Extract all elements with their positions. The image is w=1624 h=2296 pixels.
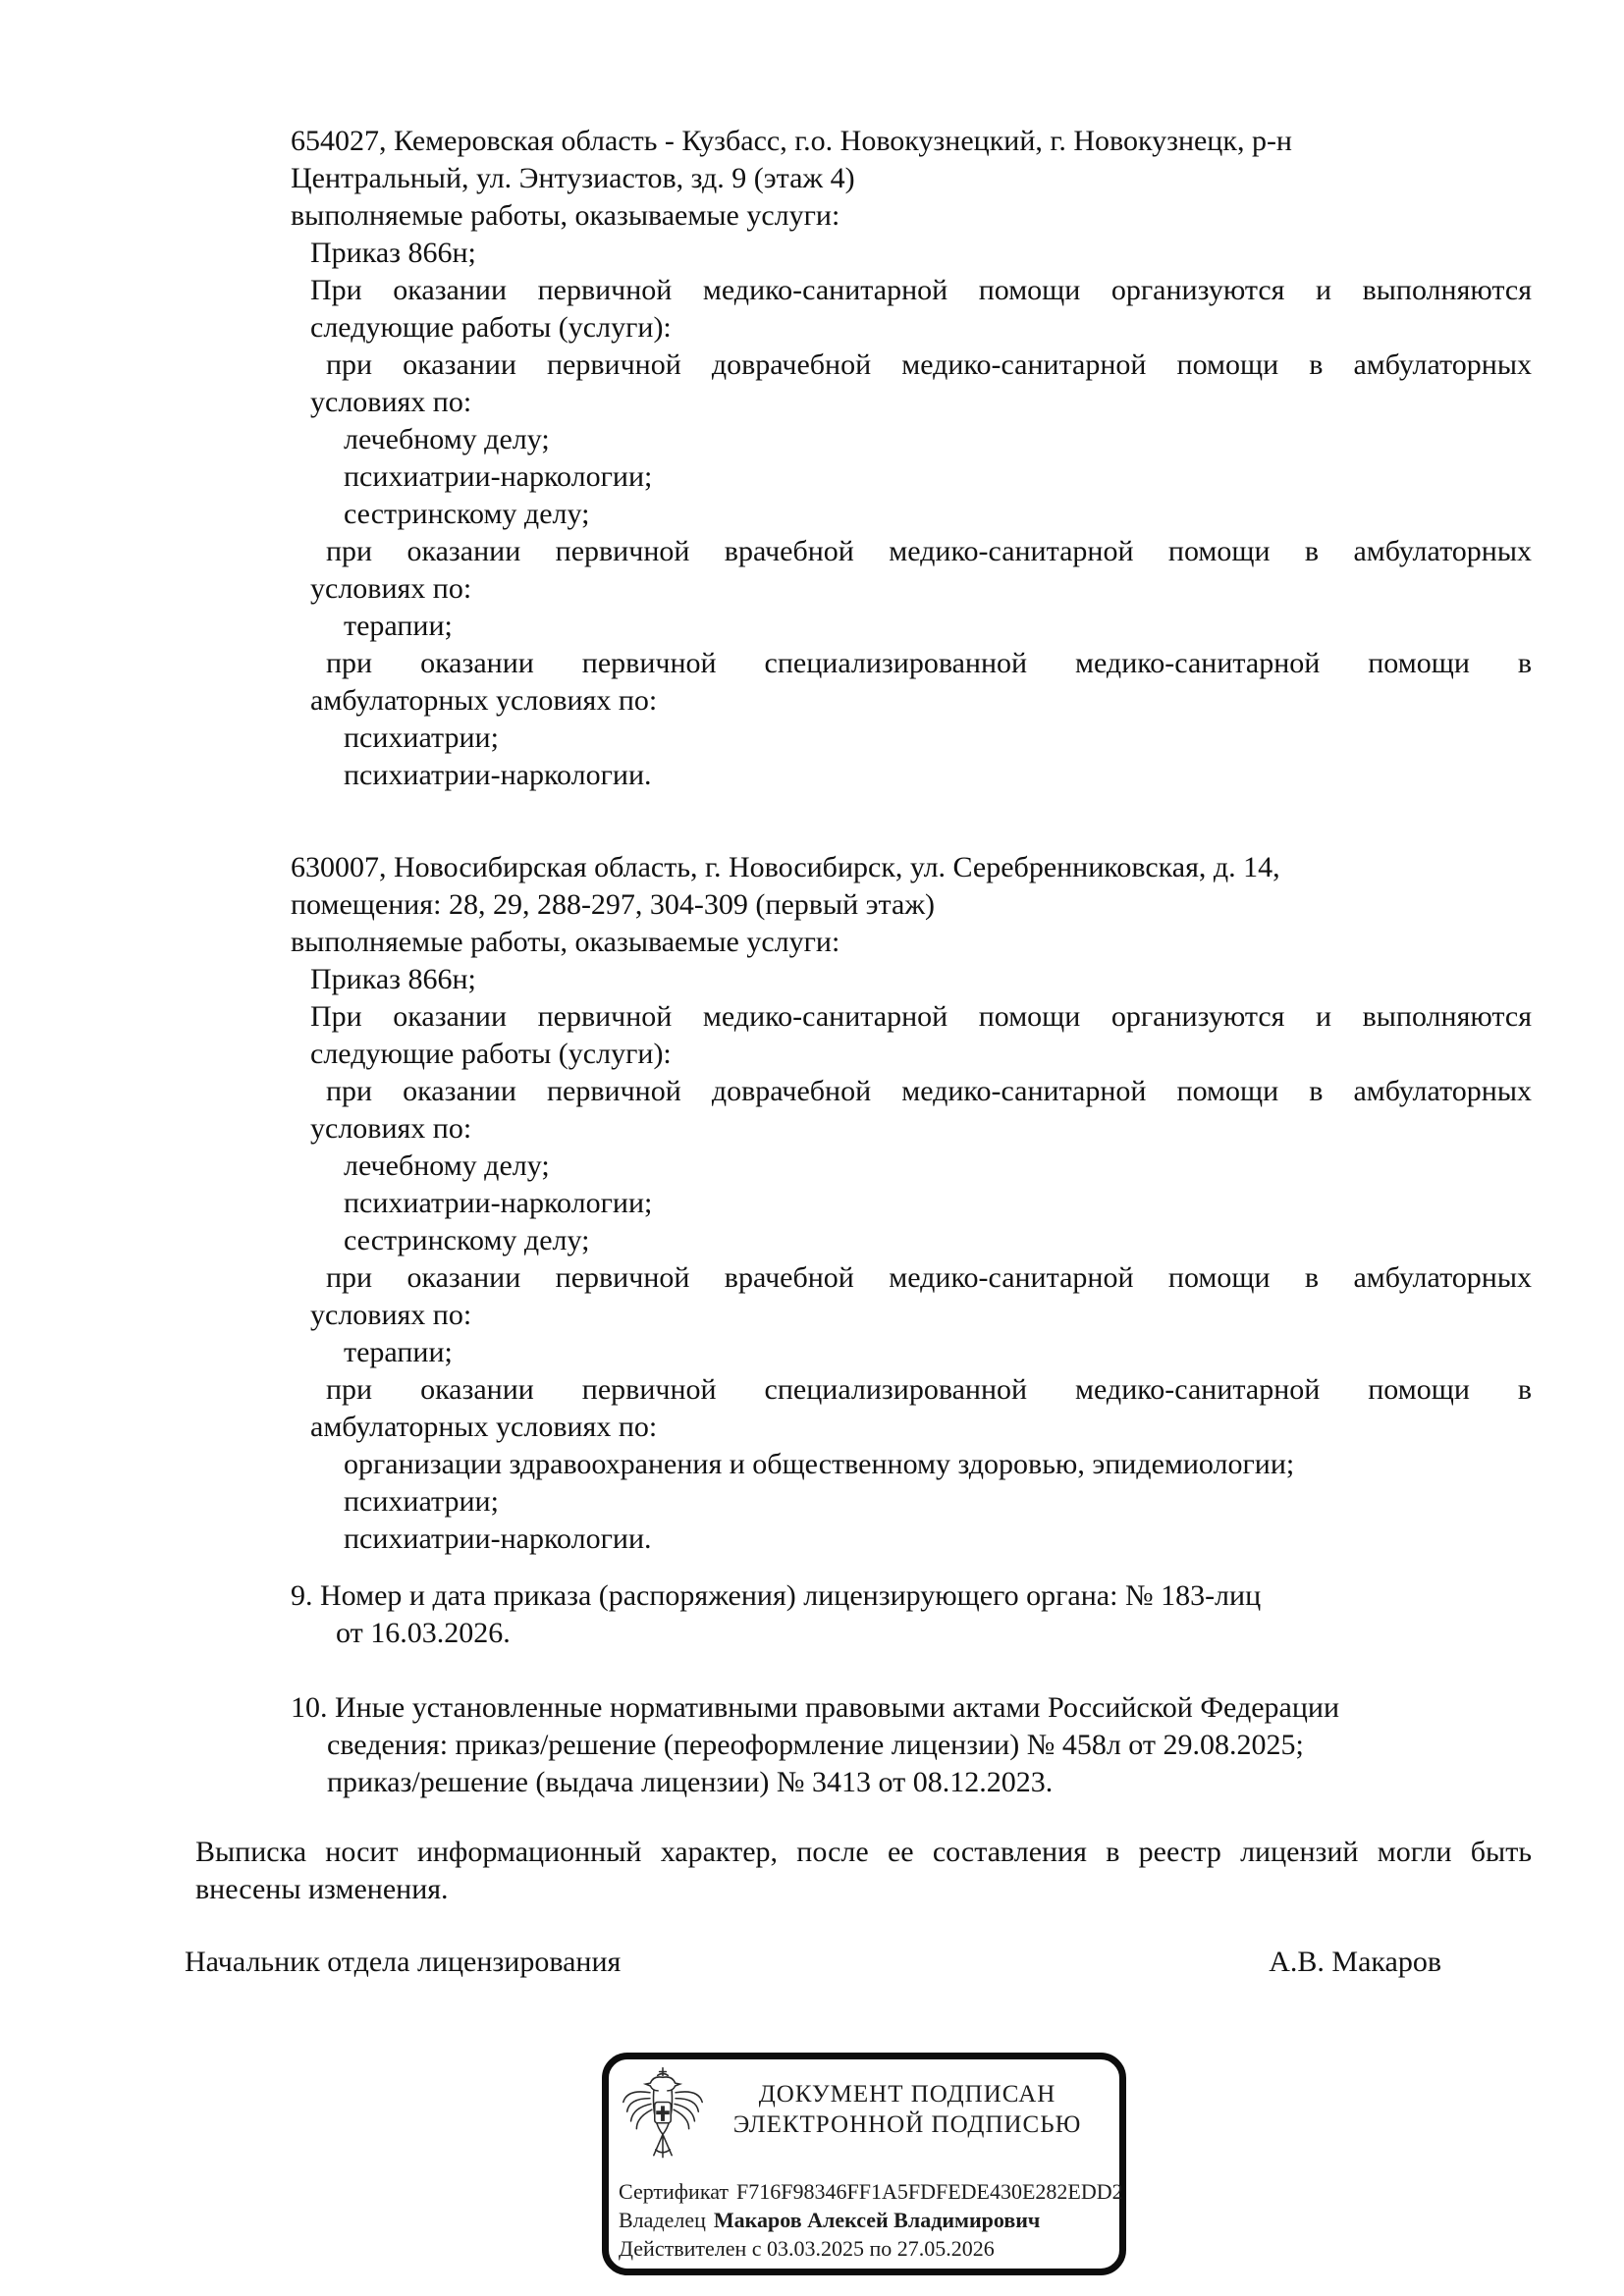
service-line: психиатрии-наркологии;	[344, 460, 653, 493]
address-line: 630007, Новосибирская область, г. Новосибирск, ул. Серебренниковская, д. 14,	[291, 851, 1280, 883]
text-line: 10. Иные установленные нормативными правовыми актами Российской Федерации	[291, 1691, 1340, 1724]
stamp-title	[711, 2079, 1104, 2140]
text-line: от 16.03.2026.	[336, 1617, 511, 1649]
disclaimer	[195, 1834, 1532, 1908]
address-line: 654027, Кемеровская область - Кузбасс, г.о. Новокузнецкий, г. Новокузнецк, р-н	[291, 125, 1292, 157]
text-line: сведения: приказ/решение (переоформление лицензии) № 458л от 29.08.2025;	[327, 1729, 1304, 1761]
service-line: лечебному делу;	[344, 423, 550, 455]
service-line: сестринскому делу;	[344, 1224, 590, 1256]
service-line: психиатрии-наркологии.	[344, 1522, 652, 1555]
text-line: следующие работы (услуги):	[310, 1038, 672, 1070]
text-line: 9. Номер и дата приказа (распоряжения) лицензирующего органа: № 183-лиц	[291, 1579, 1262, 1612]
certificate-label: Сертификат	[619, 2179, 729, 2204]
text-line: при оказании первичной специализированной медико-санитарной помощи в	[326, 1373, 1532, 1406]
text-line: при оказании первичной специализированной медико-санитарной помощи в	[326, 647, 1532, 679]
owner-name: Макаров Алексей Владимирович	[713, 2208, 1041, 2232]
order-item-9	[291, 1577, 1532, 1652]
text-line: при оказании первичной врачебной медико-санитарной помощи в амбулаторных	[326, 535, 1532, 567]
order-item-10	[291, 1689, 1532, 1801]
electronic-signature-stamp	[602, 2053, 1126, 2275]
text-line: При оказании первичной медико-санитарной помощи организуются и выполняются	[310, 274, 1532, 306]
works-header: выполняемые работы, оказываемые услуги:	[291, 199, 840, 232]
license-address-block-2	[291, 849, 1532, 1558]
license-address-block-1	[291, 123, 1532, 794]
service-line: терапии;	[344, 1336, 453, 1368]
signature-title: Начальник отдела лицензирования	[185, 1946, 622, 1978]
disclaimer-line: внесены изменения.	[195, 1873, 449, 1905]
order-line: Приказ 866н;	[310, 963, 476, 995]
text-line: условиях по:	[310, 1112, 472, 1145]
signature-name: А.В. Макаров	[1269, 1946, 1441, 1978]
service-line: организации здравоохранения и общественному здоровью, эпидемиологии;	[344, 1448, 1295, 1480]
text-line: следующие работы (услуги):	[310, 311, 672, 344]
text-line: амбулаторных условиях по:	[310, 684, 658, 717]
text-line: условиях по:	[310, 572, 472, 605]
document-content	[185, 123, 1532, 1981]
signature-row	[185, 1944, 1441, 1981]
service-line: психиатрии;	[344, 721, 499, 754]
text-line: приказ/решение (выдача лицензии) № 3413 от 08.12.2023.	[327, 1766, 1054, 1798]
text-line: при оказании первичной доврачебной медико-санитарной помощи в амбулаторных	[326, 1075, 1532, 1107]
text-line: при оказании первичной доврачебной медико-санитарной помощи в амбулаторных	[326, 348, 1532, 381]
certificate-value: F716F98346FF1A5FDFEDE430E282EDD2	[736, 2179, 1123, 2204]
service-line: терапии;	[344, 610, 453, 642]
service-line: лечебному делу;	[344, 1149, 550, 1182]
stamp-details	[619, 2177, 1123, 2263]
address-line: помещения: 28, 29, 288-297, 304-309 (первый этаж)	[291, 888, 936, 921]
address-line: Центральный, ул. Энтузиастов, зд. 9 (этаж 4)	[291, 162, 855, 194]
works-header: выполняемые работы, оказываемые услуги:	[291, 926, 840, 958]
stamp-title-line: ДОКУМЕНТ ПОДПИСАН	[758, 2081, 1056, 2108]
double-headed-eagle-emblem-icon	[618, 2061, 708, 2171]
owner-line	[619, 2206, 1123, 2234]
text-line: амбулаторных условиях по:	[310, 1411, 658, 1443]
service-line: психиатрии;	[344, 1485, 499, 1518]
owner-label: Владелец	[619, 2208, 706, 2232]
validity-line: Действителен с 03.03.2025 по 27.05.2026	[619, 2236, 995, 2261]
service-line: сестринскому делу;	[344, 498, 590, 530]
text-line: условиях по:	[310, 386, 472, 418]
text-line: условиях по:	[310, 1299, 472, 1331]
stamp-title-line: ЭЛЕКТРОННОЙ ПОДПИСЬЮ	[732, 2111, 1082, 2138]
certificate-line	[619, 2177, 1123, 2206]
order-line: Приказ 866н;	[310, 237, 476, 269]
disclaimer-line: Выписка носит информационный характер, после ее составления в реестр лицензий могли быть	[195, 1836, 1532, 1868]
text-line: при оказании первичной врачебной медико-санитарной помощи в амбулаторных	[326, 1261, 1532, 1294]
service-line: психиатрии-наркологии;	[344, 1187, 653, 1219]
text-line: При оказании первичной медико-санитарной помощи организуются и выполняются	[310, 1000, 1532, 1033]
service-line: психиатрии-наркологии.	[344, 759, 652, 791]
